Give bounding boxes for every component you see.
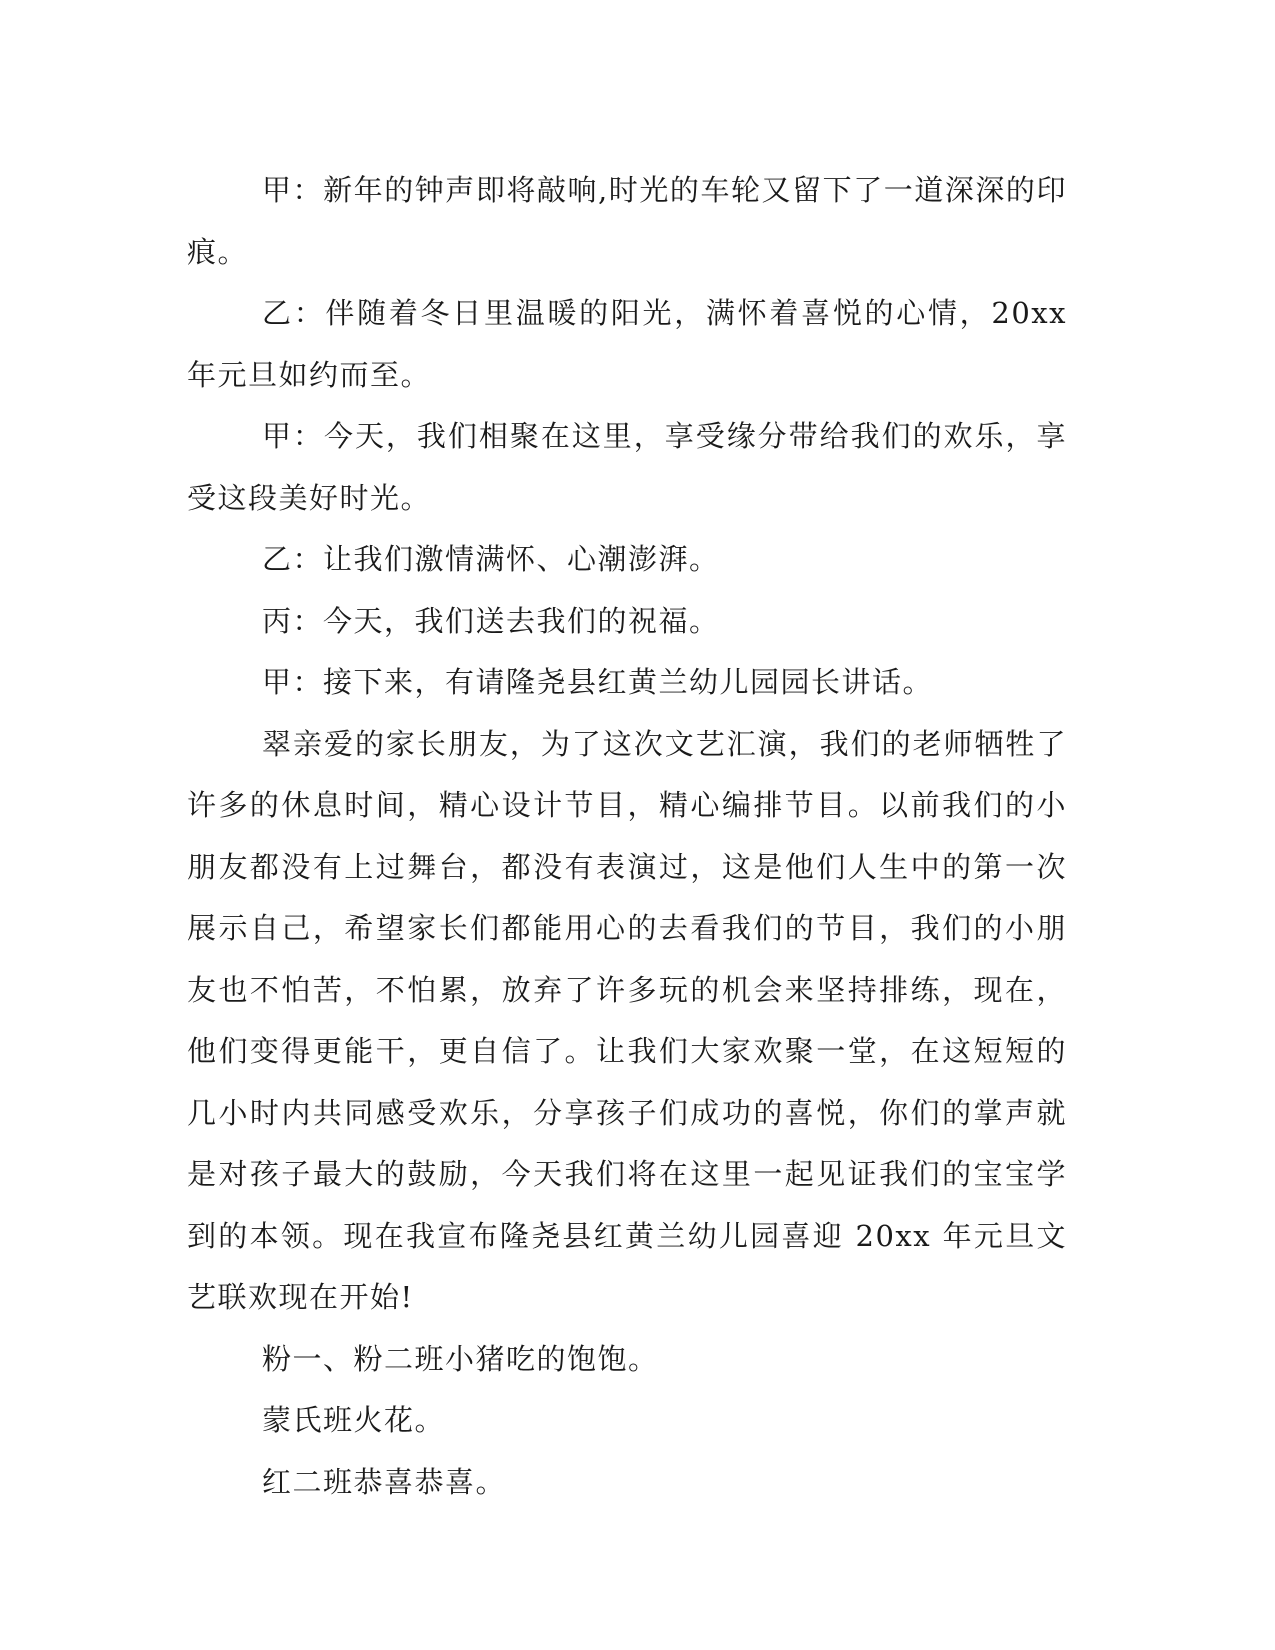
paragraph-jia-invite-director: 甲：接下来，有请隆尧县红黄兰幼儿园园长讲话。 xyxy=(262,665,934,699)
document-body xyxy=(187,160,1067,1513)
paragraph-yi-passion: 乙：让我们激情满怀、心潮澎湃。 xyxy=(262,542,720,576)
program-item-pink-class: 粉一、粉二班小猪吃的饱饱。 xyxy=(262,1341,659,1376)
paragraph-bing-blessing: 丙：今天，我们送去我们的祝福。 xyxy=(262,603,720,638)
paragraph-director-speech: 翠亲爱的家长朋友，为了这次文艺汇演，我们的老师牺牲了许多的休息时间，精心设计节目，精心编排节目。以前我们的小朋友都没有上过舞台，都没有表演过，这是他们人生中的第一次展示自己，希望家长们都能用心的去看我们的节目，我们的小朋友也不怕苦，不怕累，放弃了许多玩的机会来坚持排练，现在，他们变得更能干，更自信了。让我们大家欢聚一堂，在这短短的几小时内共同感受欢乐，分享孩子们成功的喜悦，你们的掌声就是对孩子最大的鼓励，今天我们将在这里一起见证我们的宝宝学到的本领。现在我宣布隆尧县红黄兰幼儿园喜迎 20xx 年元旦文艺联欢现在开始! xyxy=(187,726,1067,1314)
paragraph-jia-gathering: 甲：今天，我们相聚在这里，享受缘分带给我们的欢乐，享受这段美好时光。 xyxy=(187,419,1067,515)
paragraph-yi-new-year: 乙：伴随着冬日里温暖的阳光，满怀着喜悦的心情，20xx 年元旦如约而至。 xyxy=(187,296,1067,392)
program-item-red-class: 红二班恭喜恭喜。 xyxy=(262,1464,507,1499)
program-item-montessori-class: 蒙氏班火花。 xyxy=(262,1403,446,1437)
paragraph-opening-jia: 甲：新年的钟声即将敲响,时光的车轮又留下了一道深深的印痕。 xyxy=(187,173,1067,269)
